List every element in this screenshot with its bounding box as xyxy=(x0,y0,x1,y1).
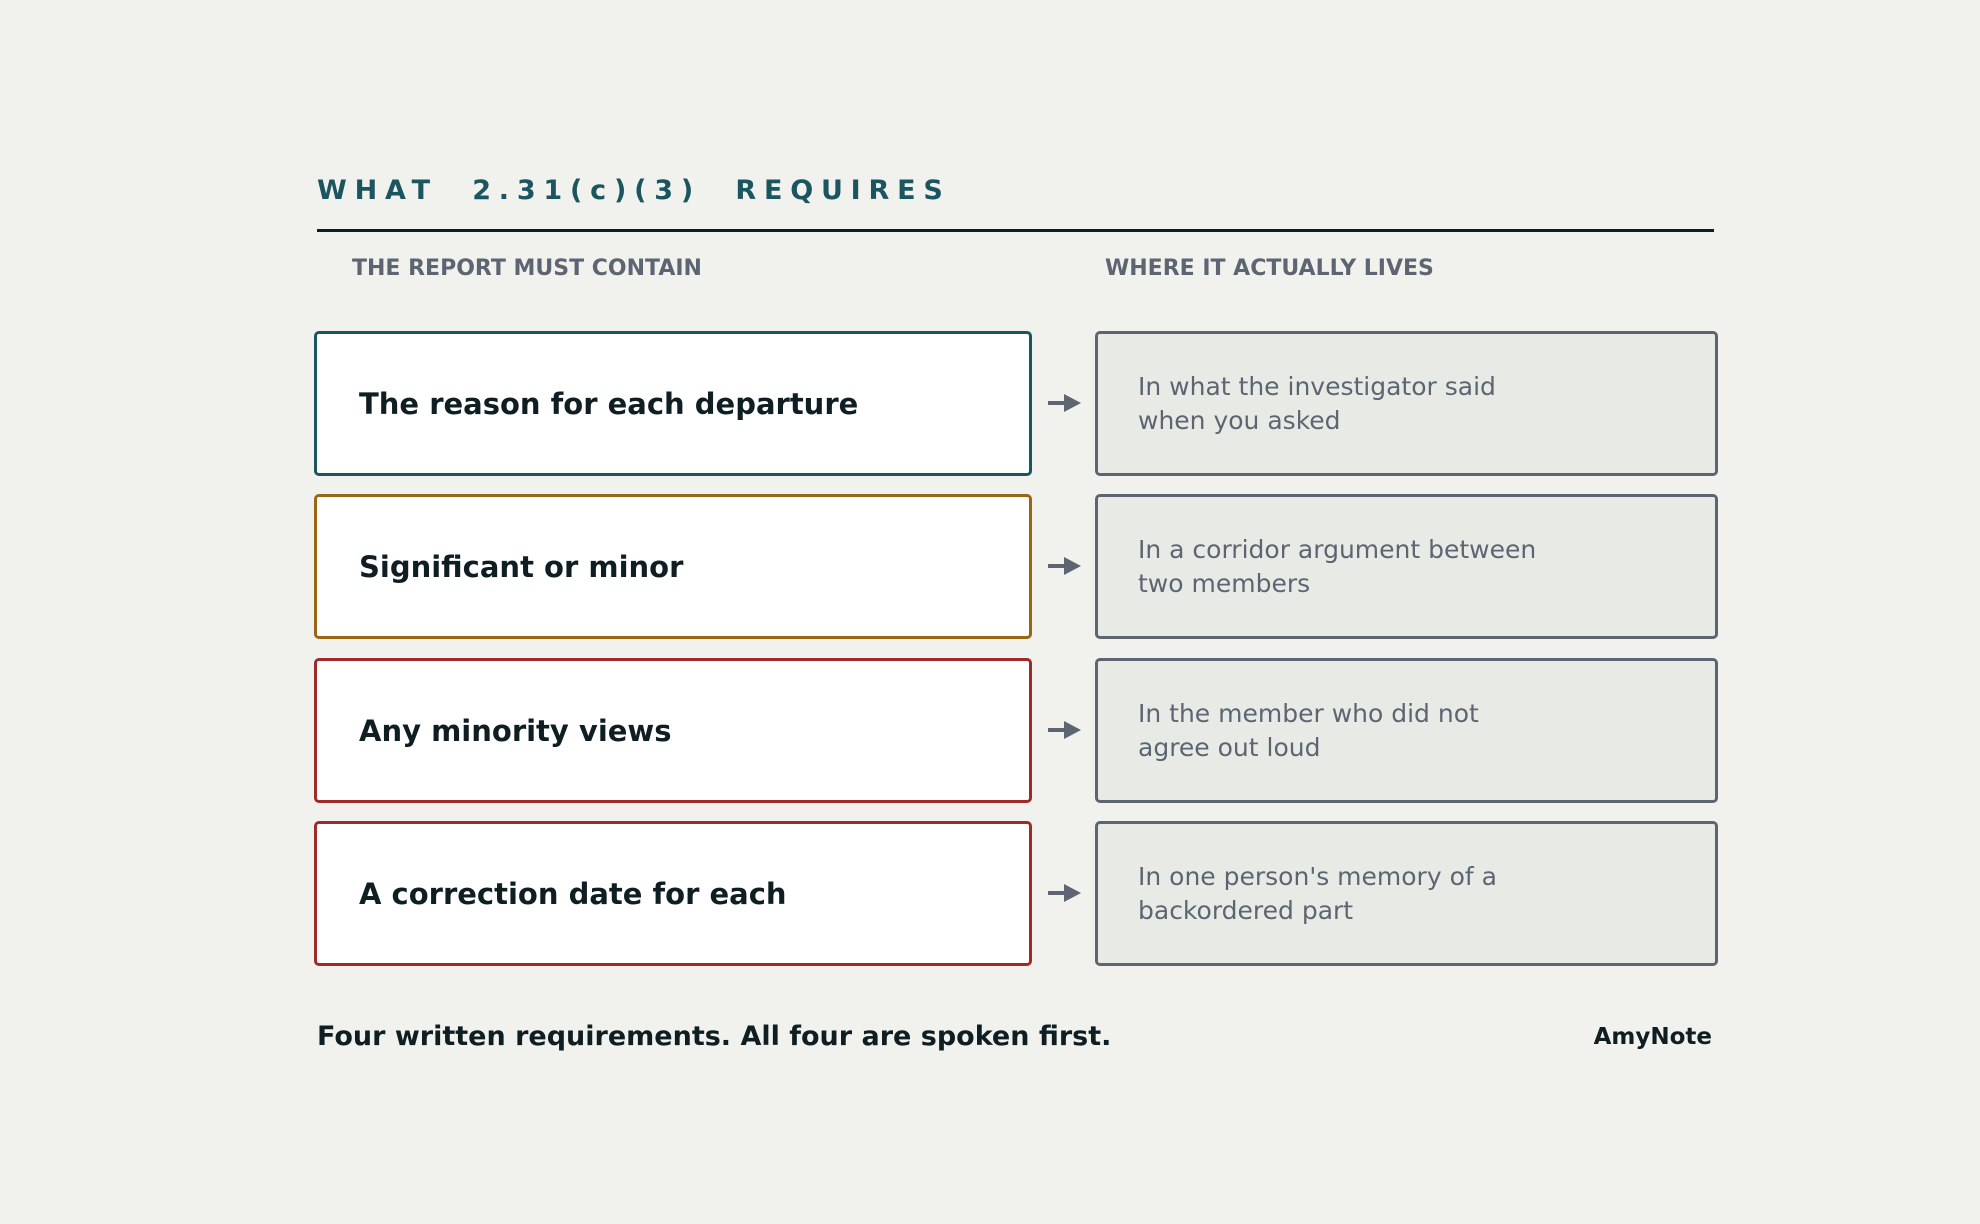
requirement-label: Significant or minor xyxy=(359,549,684,584)
requirement-label: Any minority views xyxy=(359,713,672,748)
location-label: In one person's memory of a backordered part xyxy=(1138,861,1497,925)
location-box xyxy=(1095,821,1718,966)
arrow-right-icon xyxy=(1048,718,1082,742)
requirement-label: The reason for each departure xyxy=(359,386,859,421)
requirement-row xyxy=(314,494,1716,639)
title-divider xyxy=(317,229,1714,232)
location-box xyxy=(1095,658,1718,803)
requirement-box xyxy=(314,821,1032,966)
page-title: WHAT 2.31(c)(3) REQUIRES xyxy=(317,175,951,206)
arrow-right-icon xyxy=(1048,554,1082,578)
brand-logo: AmyNote xyxy=(1593,1024,1712,1050)
requirement-label: A correction date for each xyxy=(359,876,787,911)
location-box xyxy=(1095,494,1718,639)
location-label: In what the investigator said when you asked xyxy=(1138,371,1496,435)
location-box xyxy=(1095,331,1718,476)
location-label: In the member who did not agree out loud xyxy=(1138,698,1479,762)
footer-caption: Four written requirements. All four are spoken first. xyxy=(317,1021,1112,1052)
location-label: In a corridor argument between two members xyxy=(1138,534,1537,598)
requirement-row xyxy=(314,821,1716,966)
arrow-right-icon xyxy=(1048,881,1082,905)
requirement-row xyxy=(314,658,1716,803)
requirement-box xyxy=(314,494,1032,639)
requirement-row xyxy=(314,331,1716,476)
column-header-requirements: THE REPORT MUST CONTAIN xyxy=(352,256,702,281)
column-header-locations: WHERE IT ACTUALLY LIVES xyxy=(1105,256,1434,281)
requirement-box xyxy=(314,331,1032,476)
arrow-right-icon xyxy=(1048,391,1082,415)
requirement-box xyxy=(314,658,1032,803)
